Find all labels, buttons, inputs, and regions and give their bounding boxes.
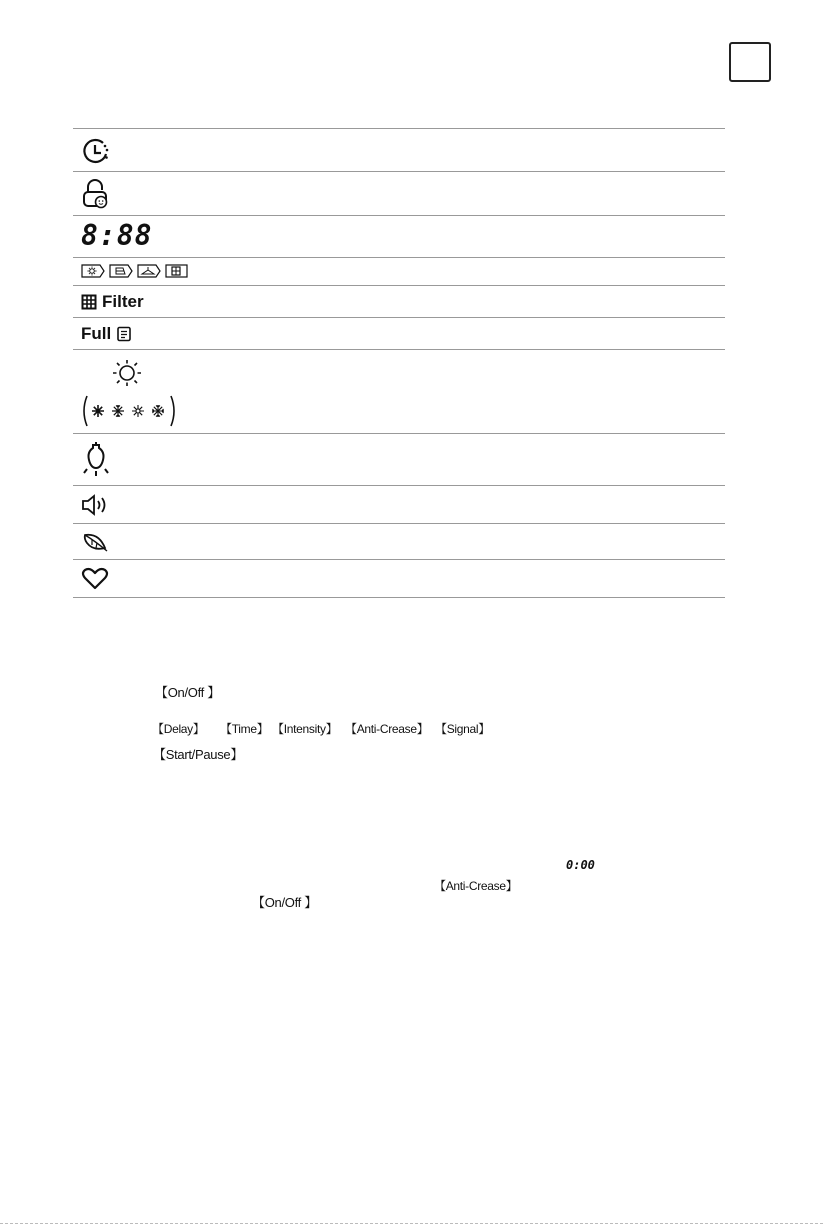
table-row-eco bbox=[73, 524, 725, 560]
table-row-drying-level bbox=[73, 350, 725, 434]
child-lock-icon bbox=[81, 178, 111, 210]
sun-program-icon bbox=[81, 264, 105, 278]
speaker-icon bbox=[81, 493, 111, 517]
table-row-filter bbox=[73, 286, 725, 318]
page-number-box bbox=[729, 42, 771, 82]
snowflake-icon bbox=[112, 405, 124, 417]
tank-icon bbox=[117, 326, 131, 342]
filter-grid-icon bbox=[81, 294, 97, 310]
full-label: Full bbox=[81, 324, 112, 343]
heart-icon bbox=[81, 567, 109, 591]
table-row-light bbox=[73, 434, 725, 486]
anti-crease-button-label: 【Anti-Crease】 bbox=[345, 722, 429, 736]
table-row-favourite bbox=[73, 560, 725, 598]
on-off-button-label: 【On/Off 】 bbox=[155, 685, 220, 700]
filter-label: Filter bbox=[102, 292, 144, 311]
table-row-child-lock bbox=[73, 172, 725, 216]
time-button-label: 【Time】 bbox=[220, 722, 269, 736]
table-row-signal bbox=[73, 486, 725, 524]
delay-clock-icon bbox=[81, 137, 113, 165]
snowflake-icon bbox=[92, 405, 104, 417]
anti-crease-note-label: 【Anti-Crease】 bbox=[434, 879, 518, 893]
light-bulb-icon bbox=[81, 440, 111, 480]
delay-button-label: 【Delay】 bbox=[152, 722, 205, 736]
intensity-button-label: 【Intensity】 bbox=[272, 722, 338, 736]
snowflake-icon bbox=[152, 405, 164, 417]
filter-program-icon bbox=[165, 264, 189, 278]
on-off-note-label: 【On/Off 】 bbox=[252, 895, 317, 910]
start-pause-button-label: 【Start/Pause】 bbox=[153, 747, 244, 762]
table-row-full bbox=[73, 318, 725, 350]
table-row-programs bbox=[73, 258, 725, 286]
leaf-icon bbox=[81, 531, 111, 553]
table-row-delay bbox=[73, 129, 725, 172]
snowflake-icon bbox=[132, 405, 144, 417]
symbol-table bbox=[73, 128, 725, 598]
table-row-display bbox=[73, 216, 725, 258]
digital-display-icon: 8:88 bbox=[81, 219, 153, 252]
page-bottom-rule bbox=[0, 1223, 823, 1224]
drying-level-scale bbox=[81, 394, 177, 428]
shirt-program-icon bbox=[109, 264, 133, 278]
display-zero-digits: 0:00 bbox=[566, 858, 595, 872]
sun-icon bbox=[110, 358, 144, 388]
signal-button-label: 【Signal】 bbox=[435, 722, 490, 736]
hanger-program-icon bbox=[137, 264, 161, 278]
